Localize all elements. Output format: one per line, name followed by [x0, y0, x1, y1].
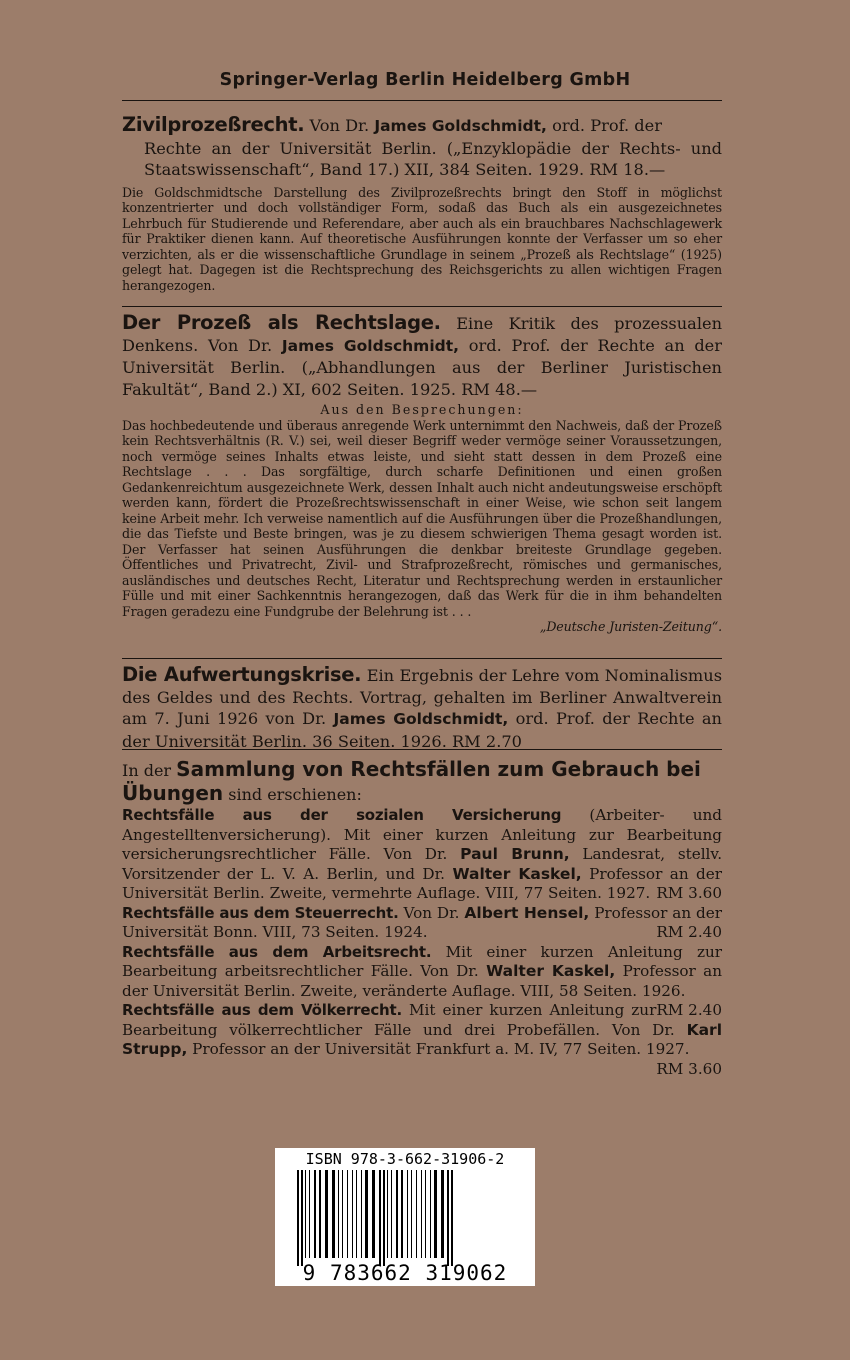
barcode-bar [425, 1170, 426, 1258]
barcode-bar [342, 1170, 343, 1258]
book-title: Rechtsfälle aus der sozialen Versicherung [122, 806, 562, 824]
entry-title: Die Aufwertungskrise. [122, 663, 362, 686]
divider [122, 658, 722, 659]
barcode-bar [356, 1170, 357, 1258]
barcode-bar [430, 1170, 431, 1258]
book-title: Rechtsfälle aus dem Arbeitsrecht. [122, 942, 432, 961]
author-name: Karl Strupp, [122, 1020, 723, 1058]
author-name: Albert Hensel, [464, 903, 590, 922]
reviews-heading: Aus den Besprechungen: [320, 402, 524, 417]
review-text: Das hochbedeutende und überaus anregende Werk unternimmt den Nachweis, daß der Prozeß kein Rechtsverhältnis (R. V.) sei, weil dieser Begriff weder vermöge seiner Voraussetzungen, noch vermöge seines Inhalts etwas leiste, und sieht statt dessen in dem Prozeß eine Rechtslage . . . Das sorgfältige, durch scharfe Definitionen und einen großen Gedankenreichtum ausgezeichnete Werk, dessen Inhalt auch nicht andeutungsweise erschöpft werden kann, fördert die Prozeßrechtswissenschaft in einer Weise, wie schon seit langem keine Arbeit mehr. Ich verweise namentlich auf die Ausführungen über die Prozeßhandlungen, die das Tiefste und Beste bringen, was je zu diesem schwierigen Thema gesagt worden ist. Der Verfasser hat seinen Ausführungen die denkbar breiteste Grundlage gegeben. Öffentliches und Privatrecht, Zivil- und Strafprozeßrecht, römisches und germanisches, ausländisches und deutsches Recht, Literatur und Rechtsprechung werden in erstaunlicher Fülle und mit einer Sachkenntnis herangezogen, daß das Werk für die in ihm behandelten Fragen geradezu eine Fundgrube der Belehrung ist . . . [122, 417, 722, 619]
barcode-bar [416, 1170, 417, 1258]
barcode-bar [314, 1170, 316, 1258]
price: RM 2.40 [656, 923, 722, 941]
barcode-bar [383, 1170, 385, 1266]
barcode-bar [309, 1170, 310, 1258]
barcode-bar [401, 1170, 403, 1258]
barcode-bar [319, 1170, 321, 1258]
barcode-bar [372, 1170, 375, 1258]
author-name: James Goldschmidt, [281, 336, 460, 355]
barcode-bar [396, 1170, 398, 1258]
barcode-bar [361, 1170, 362, 1258]
price: RM 3.60 [656, 1059, 722, 1078]
barcode-bar [421, 1170, 422, 1258]
book-title: Rechtsfälle aus dem Völkerrecht. [122, 1001, 402, 1019]
barcode-bar [391, 1170, 392, 1258]
divider [122, 306, 722, 307]
barcode-bar [347, 1170, 348, 1258]
list-item: Rechtsfälle aus der sozialen Versicherung (Arbeiter- und Angestelltenversicherung). Mit einer kurzen Anleitung zur Bearbeitung versicherungsrechtlicher Fälle. Von Dr. Paul Brunn, Landesrat, stellv. Vorsitzender der L. V. A. Berlin, und Dr. Walter Kaskel, Professor an der Universität Berlin. Zweite, vermehrte Auflage. VIII, 77 Seiten. 1927. RM 3.60 [122, 806, 723, 902]
barcode-bar [434, 1170, 437, 1258]
isbn-digits: 9 783662 319062 [302, 1261, 508, 1285]
publisher-header: Springer-Verlag Berlin Heidelberg GmbH [219, 70, 631, 90]
barcode-bar [447, 1170, 449, 1266]
barcode-bar [387, 1170, 388, 1258]
entry-title: Zivilprozeßrecht. [122, 113, 305, 136]
entry-description: Die Goldschmidtsche Darstellung des Zivilprozeßrechts bringt den Stoff in möglichst konzentrierter und doch vollständiger Form, sodaß das Buch als ein ausgezeichnetes Lehrbuch für Studierende und Referendare, aber auch als ein brauchbares Nachschlagewerk für Praktiker dienen kann. Auf theoretische Ausführungen konnte der Verfasser um so eher verzichten, als er die wissenschaftliche Grundlage in seinem „Prozeß als Rechtslage“ (1925) gelegt hat. Dagegen ist die Rechtsprechung des Reichsgerichts zu allen wichtigen Fragen herangezogen. [122, 184, 722, 293]
entry-title: Der Prozeß als Rechtslage. [122, 311, 441, 334]
series-name: Sammlung von Rechtsfällen zum Gebrauch bei Übungen [122, 757, 701, 805]
sammlung-heading: In der Sammlung von Rechtsfällen zum Gebrauch bei Übungen sind erschienen: [122, 757, 701, 805]
divider [122, 749, 722, 750]
price: RM 3.60 [656, 884, 722, 902]
barcode-bar [407, 1170, 408, 1258]
author-name: James Goldschmidt, [333, 710, 509, 728]
barcode-bar [441, 1170, 444, 1258]
barcode-bar [411, 1170, 412, 1258]
entry-headline: Der Prozeß als Rechtslage. Eine Kritik des prozessualen Denkens. Von Dr. James Goldschmidt, ord. Prof. der Rechte an der Universität Berlin. („Abhandlungen aus der Berliner Juristischen Fakultät“, Band 2.) XI, 602 Seiten. 1925. RM 48.— [122, 311, 723, 399]
barcode-bar [325, 1170, 328, 1258]
author-name: Walter Kaskel, [486, 962, 616, 980]
entry-prozess-als-rechtslage [122, 312, 722, 635]
book-title: Rechtsfälle aus dem Steuerrecht. [122, 903, 399, 922]
entry-headline: Zivilprozeßrecht. Von Dr. James Goldschmidt, ord. Prof. der Rechte an der Universität Berlin. („Enzyklopädie der Rechts- und Staatswissenschaft“, Band 17.) XII, 384 Seiten. 1929. RM 18.— [122, 113, 722, 179]
isbn-barcode [275, 1148, 535, 1286]
entry-reviews [122, 402, 722, 635]
barcode-bar [301, 1170, 303, 1266]
barcode-bar [332, 1170, 335, 1258]
author-name: James Goldschmidt, [374, 117, 547, 135]
barcode-bar [365, 1170, 368, 1258]
barcode-bar [451, 1170, 453, 1266]
barcode-bar [305, 1170, 306, 1258]
review-source: „Deutsche Juristen-Zeitung“. [539, 619, 722, 634]
header-rule [122, 100, 722, 101]
barcode-bar [379, 1170, 381, 1266]
price: RM 2.40 [656, 1001, 722, 1019]
isbn-label: ISBN 978-3-662-31906-2 [305, 1150, 505, 1168]
list-item: Rechtsfälle aus dem Arbeitsrecht. Mit einer kurzen Anleitung zur Bearbeitung arbeitsrechtlicher Fälle. Von Dr. Walter Kaskel, Professor an der Universität Berlin. Zweite, veränderte Auflage. VIII, 58 Seiten. 1926. RM 2.40 [122, 942, 723, 1019]
list-item: Rechtsfälle aus dem Steuerrecht. Von Dr. Albert Hensel, Professor an der Universität Bonn. VIII, 73 Seiten. 1924. RM 2.40 [122, 903, 722, 941]
barcode-bar [297, 1170, 299, 1266]
barcode-bar [352, 1170, 353, 1258]
entry-headline: Die Aufwertungskrise. Ein Ergebnis der Lehre vom Nominalismus des Geldes und des Rechts. Vortrag, gehalten im Berliner Anwaltverein am 7. Juni 1926 von Dr. James Goldschmidt, ord. Prof. der Rechte an der Universität Berlin. 36 Seiten. 1926. RM 2.70 [122, 663, 723, 751]
barcode-bar [338, 1170, 339, 1258]
rechtsfaelle-list [122, 806, 722, 1079]
entry-aufwertungskrise [122, 664, 722, 752]
list-item: Rechtsfälle aus dem Völkerrecht. Mit einer kurzen Anleitung zur Bearbeitung völkerrechtlicher Fälle und drei Probefällen. Von Dr. Karl Strupp, Professor an der Universität Frankfurt a. M. IV, 77 Seiten. 1927. RM 3.60 [122, 1001, 723, 1078]
author-name: Paul Brunn, [460, 845, 570, 863]
author-name: Walter Kaskel, [452, 864, 582, 883]
entry-zivilprozessrecht [122, 114, 722, 293]
